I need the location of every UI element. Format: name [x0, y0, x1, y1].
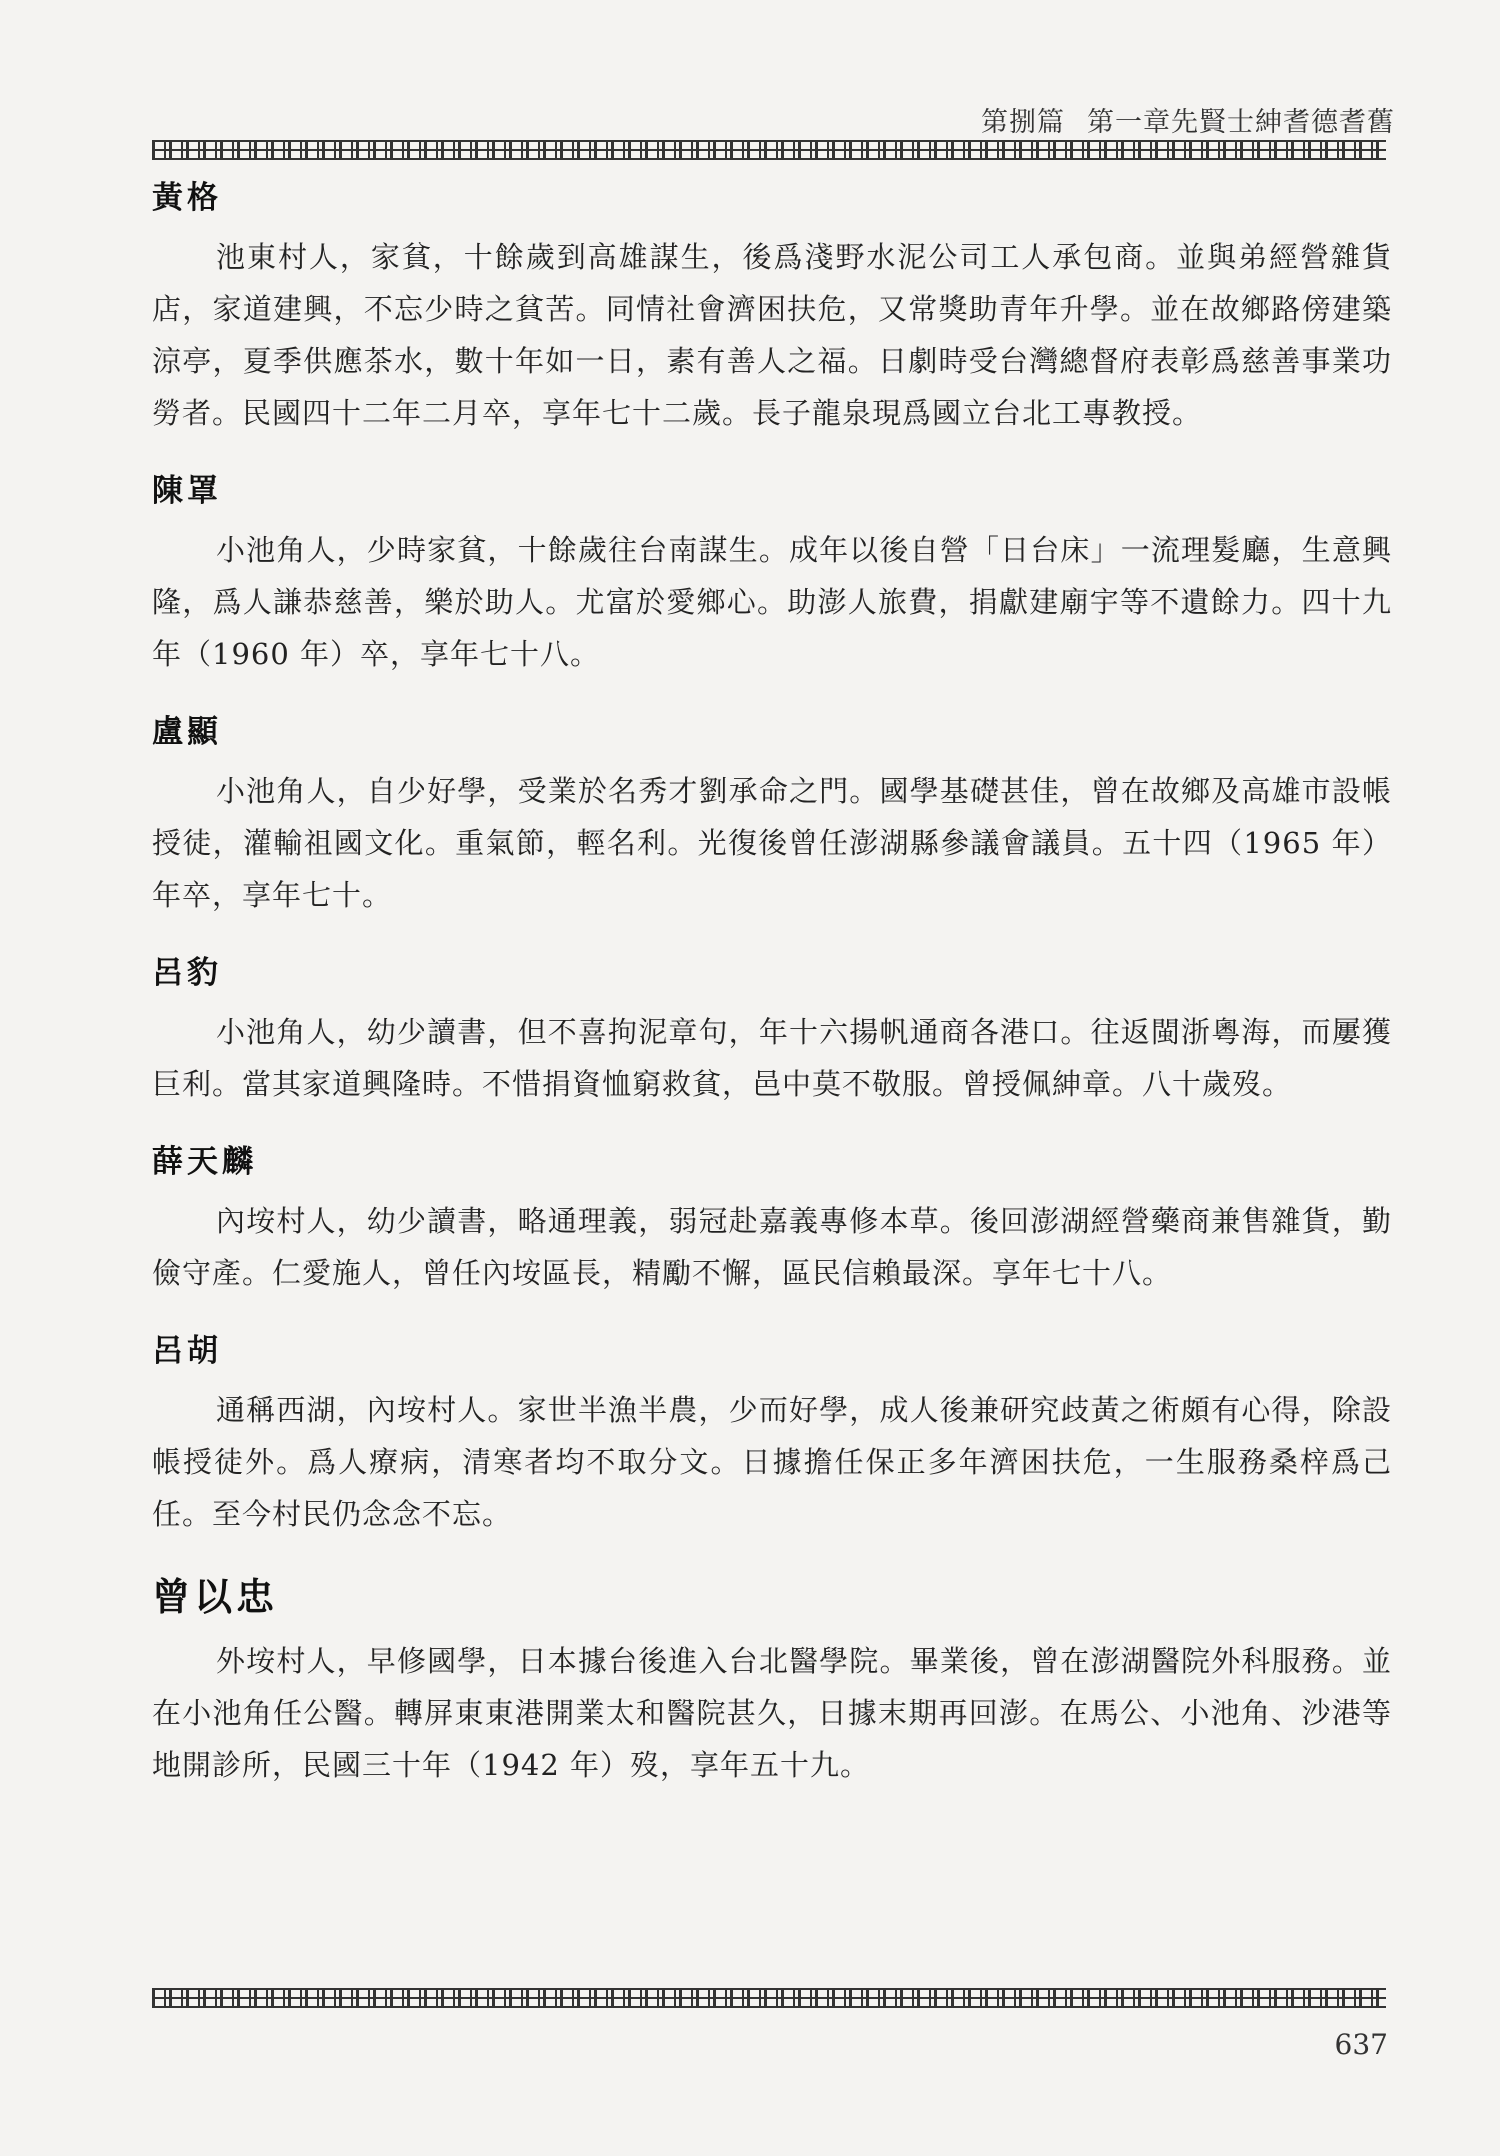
chapter-title: 第一章先賢士紳耆德耆舊: [1087, 107, 1395, 138]
person-name: 呂豹: [152, 955, 222, 991]
biography-entry: [152, 706, 1392, 921]
biography-entry: [152, 947, 1392, 1110]
biography-text: 池東村人，家貧，十餘歲到高雄謀生，後爲淺野水泥公司工人承包商。並與弟經營雜貨店，家道建興，不忘少時之貧苦。同情社會濟困扶危，又常獎助青年升學。並在故鄉路傍建築涼亭，夏季供應茶水，數十年如一日，素有善人之福。日劇時受台灣總督府表彰爲慈善事業功勞者。民國四十二年二月卒，享年七十二歲。長子龍泉現爲國立台北工專教授。: [152, 240, 1392, 430]
page-number: 637: [1334, 2028, 1388, 2061]
top-decorative-border: [152, 140, 1386, 160]
part-title: 第捌篇: [981, 107, 1065, 138]
biography-entry: [152, 1136, 1392, 1299]
biography-text: 通稱西湖，內垵村人。家世半漁半農，少而好學，成人後兼研究歧黃之術頗有心得，除設帳授徒外。爲人療病，清寒者均不取分文。日據擔任保正多年濟困扶危，一生服務桑梓爲己任。至今村民仍念念不忘。: [152, 1393, 1392, 1531]
person-name: 薛天麟: [152, 1144, 257, 1180]
biography-text: 外垵村人，早修國學，日本據台後進入台北醫學院。畢業後，曾在澎湖醫院外科服務。並在小池角任公醫。轉屏東東港開業太和醫院甚久，日據末期再回澎。在馬公、小池角、沙港等地開診所，民國三十年（1942 年）歿，享年五十九。: [152, 1644, 1392, 1782]
person-name: 曾以忠: [152, 1575, 279, 1619]
person-name: 陳罩: [152, 473, 222, 509]
running-head: [981, 100, 1395, 139]
biography-text: 小池角人，自少好學，受業於名秀才劉承命之門。國學基礎甚佳，曾在故鄉及高雄市設帳授徒，灌輸祖國文化。重氣節，輕名利。光復後曾任澎湖縣參議會議員。五十四（1965 年）年卒，享年七十。: [152, 774, 1392, 912]
biography-entry: [152, 172, 1392, 439]
biography-entry: [152, 465, 1392, 680]
person-name: 呂胡: [152, 1333, 222, 1369]
biography-text: 小池角人，幼少讀書，但不喜拘泥章句，年十六揚帆通商各港口。往返閩浙粵海，而屢獲巨利。當其家道興隆時。不惜捐資恤窮救貧，邑中莫不敬服。曾授佩紳章。八十歲歿。: [152, 1015, 1392, 1101]
biography-list: [152, 172, 1392, 1817]
person-name: 盧顯: [152, 714, 222, 750]
person-name: 黃格: [152, 180, 222, 216]
bottom-decorative-border: [152, 1988, 1386, 2008]
biography-entry: [152, 1325, 1392, 1540]
biography-text: 內垵村人，幼少讀書，略通理義，弱冠赴嘉義專修本草。後回澎湖經營藥商兼售雜貨，勤儉守產。仁愛施人，曾任內垵區長，精勵不懈，區民信賴最深。享年七十八。: [152, 1204, 1392, 1290]
biography-text: 小池角人，少時家貧，十餘歲往台南謀生。成年以後自營「日台床」一流理髮廳，生意興隆，爲人謙恭慈善，樂於助人。尤富於愛鄉心。助澎人旅費，捐獻建廟宇等不遺餘力。四十九年（1960 年）卒，享年七十八。: [152, 533, 1392, 671]
biography-entry: [152, 1566, 1392, 1791]
